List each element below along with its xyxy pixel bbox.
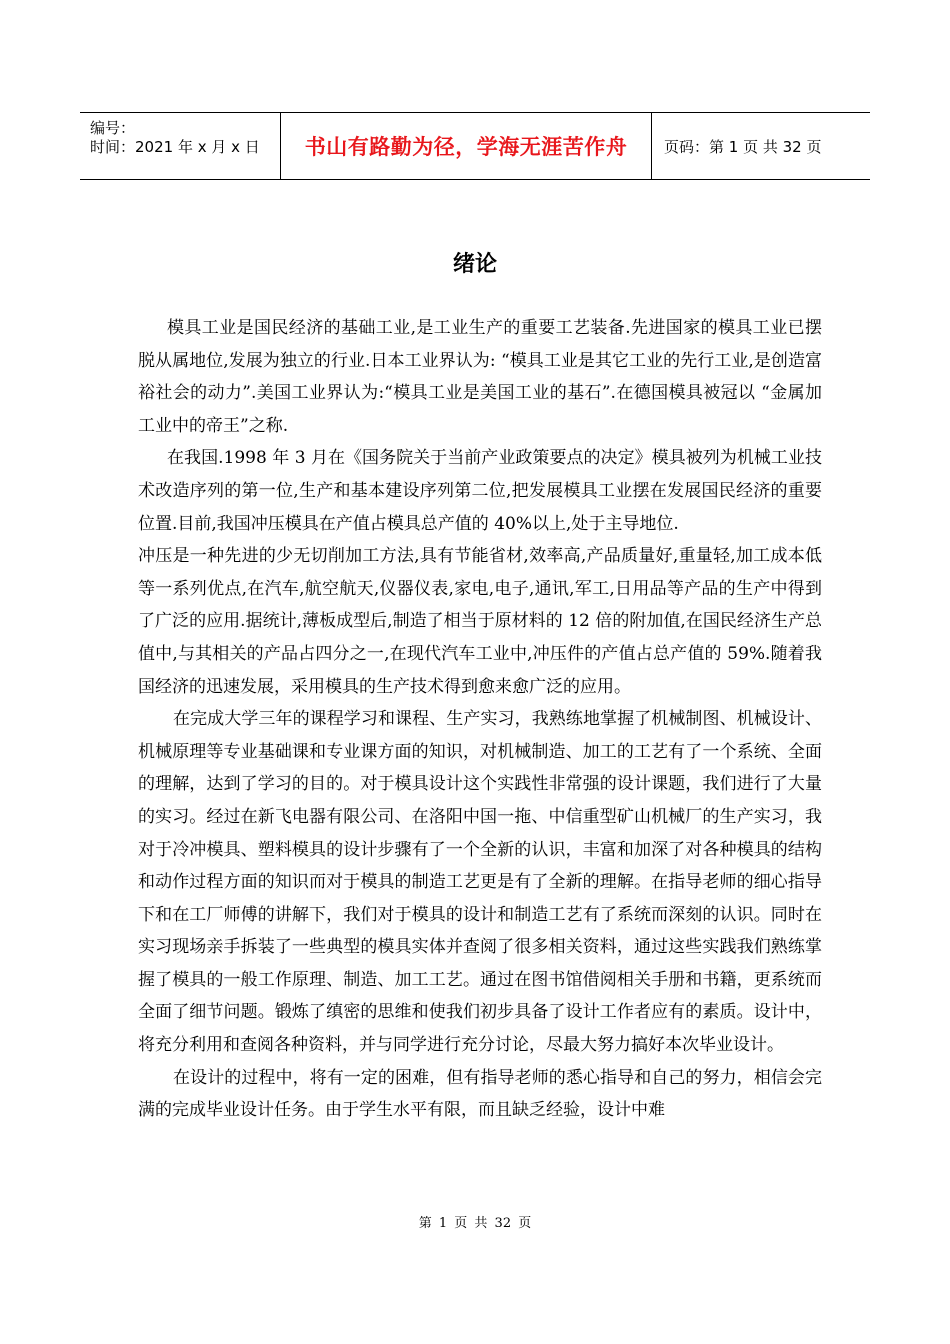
time-label: 时间：2021 年 x 月 x 日 [90,138,260,156]
number-label: 编号： [90,119,136,137]
document-title: 绪论 [452,252,497,277]
header-table [80,112,870,180]
paragraph-1: 模具工业是国民经济的基础工业,是工业生产的重要工艺装备.先进国家的模具工业已摆脱从属地位,发展为独立的行业.日本工业界认为: “模具工业是其它工业的先行工业,是创造富裕社会的动力”.美国工业界认为:“模具工业是美国工业的基石”.在德国模具被冠以 “金属加工业中的帝王”之称. [138,318,822,436]
paragraph-2: 在我国.1998 年 3 月在《国务院关于当前产业政策要点的决定》模具被列为机械工业技术改造序列的第一位,生产和基本建设序列第二位,把发展模具工业摆在发展国民经济的重要位置.目前,我国冲压模具在产值占模具总产值的 40%以上,处于主导地位. [138,448,822,534]
page-footer: 第 1 页 共 32 页 [418,1216,532,1231]
paragraph-3: 冲压是一种先进的少无切削加工方法,具有节能省材,效率高,产品质量好,重量轻,加工成本低等一系列优点,在汽车,航空航天,仪器仪表,家电,电子,通讯,军工,日用品等产品的生产中得到了广泛的应用.据统计,薄板成型后,制造了相当于原材料的 12 倍的附加值,在国民经济生产总值中,与其相关的产品占四分之一,在现代汽车工业中,冲压件的产值占总产值的 59%.随着我国经济的迅速发展，采用模具的生产技术得到愈来愈广泛的应用。 [138,546,822,697]
paragraph-4: 在完成大学三年的课程学习和课程、生产实习，我熟练地掌握了机械制图、机械设计、机械原理等专业基础课和专业课方面的知识，对机械制造、加工的工艺有了一个系统、全面的理解，达到了学习的目的。对于模具设计这个实践性非常强的设计课题，我们进行了大量的实习。经过在新飞电器有限公司、在洛阳中国一拖、中信重型矿山机械厂的生产实习，我对于冷冲模具、塑料模具的设计步骤有了一个全新的认识，丰富和加深了对各种模具的结构和动作过程方面的知识而对于模具的制造工艺更是有了全新的理解。在指导老师的细心指导下和在工厂师傅的讲解下，我们对于模具的设计和制造工艺有了系统而深刻的认识。同时在实习现场亲手拆装了一些典型的模具实体并查阅了很多相关资料，通过这些实践我们熟练掌握了模具的一般工作原理、制造、加工工艺。通过在图书馆借阅相关手册和书籍，更系统而全面了细节问题。锻炼了缜密的思维和使我们初步具备了设计工作者应有的素质。设计中，将充分利用和查阅各种资料，并与同学进行充分讨论，尽最大努力搞好本次毕业设计。 [138,709,822,1056]
motto-cell [281,113,652,179]
page-info-text: 页码：第 1 页 共 32 页 [664,137,822,156]
motto-text: 书山有路勤为径，学海无涯苦作舟 [304,135,628,159]
header-meta-cell [80,113,281,179]
document-body [138,312,822,1127]
paragraph-5: 在设计的过程中，将有一定的困难，但有指导老师的悉心指导和自己的努力，相信会完满的完成毕业设计任务。由于学生水平有限，而且缺乏经验，设计中难 [138,1067,822,1121]
page-info-cell [652,113,870,179]
